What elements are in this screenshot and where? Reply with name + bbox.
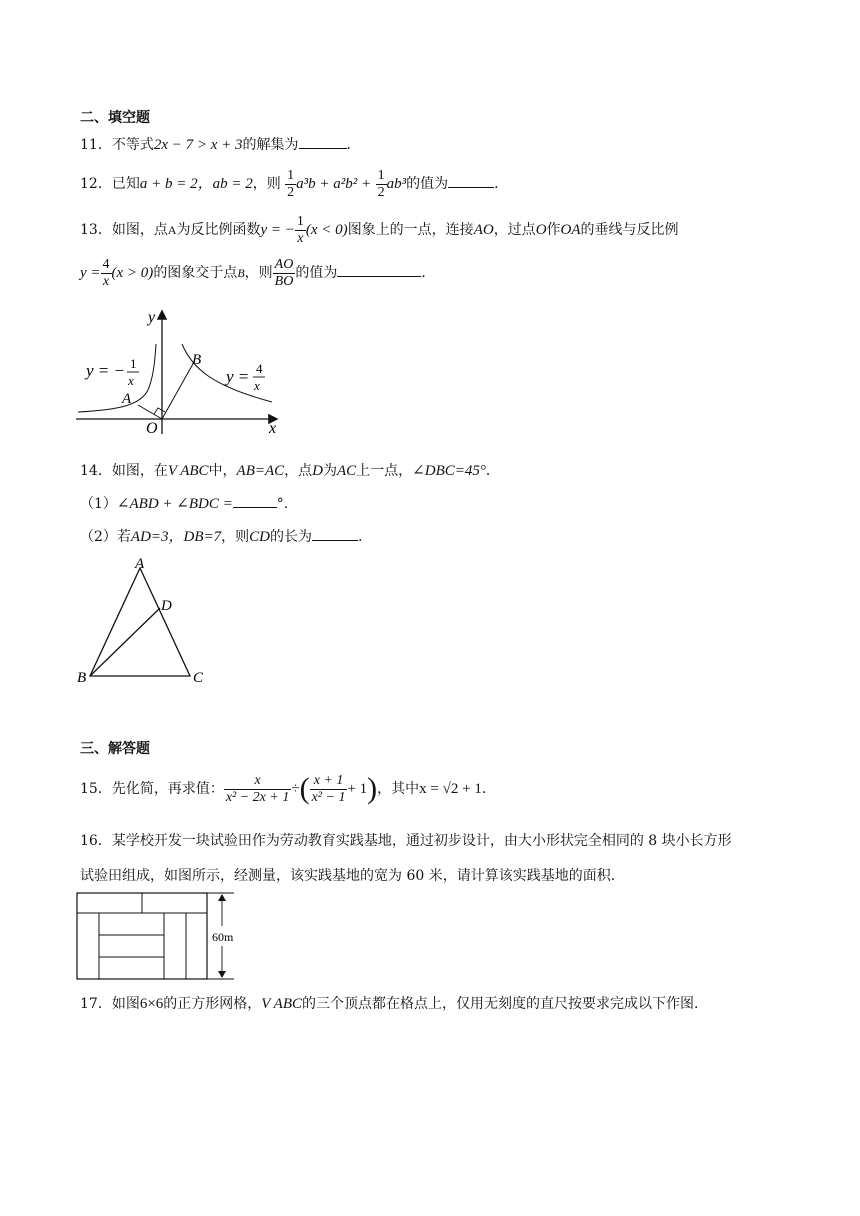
dimension-arrow-up — [218, 894, 226, 901]
q11-inequality: 2x − 7 > x + 3 — [153, 137, 243, 153]
q13-func1-domain: (x < 0) — [305, 222, 348, 238]
question-number: 14． — [80, 463, 112, 479]
q14-cd: CD — [249, 529, 271, 545]
curve-left-den: x — [128, 373, 134, 388]
q17-text3: 的三个顶点都在格点上，仅用无刻度的直尺按要求完成以下作图. — [302, 996, 699, 1012]
label-y-axis: y — [148, 309, 156, 326]
question-number: 13． — [80, 222, 112, 238]
q12-term1: a³b + a²b² + — [296, 176, 372, 192]
right-paren: ) — [367, 772, 378, 805]
q15-fraction1: $\frac{x}{\text{x² − 2x + 1}}$ — [225, 772, 290, 805]
q14-part2-text2: 的长为 — [270, 529, 313, 545]
q13-ratio-fraction: $\frac{AO}{BO}$ — [274, 256, 294, 289]
q11-text1: 不等式 — [111, 137, 154, 153]
right-angle-mark — [154, 408, 165, 414]
question-14 — [80, 460, 500, 482]
q14-angle: ∠DBC=45° — [412, 463, 486, 479]
q13-text3: 图象上的一点，连接 — [347, 222, 474, 238]
q14-part1-end: °. — [276, 496, 289, 512]
q13-func1-lhs: y = − — [260, 222, 295, 238]
section-title-solve: 三、解答题 — [80, 741, 150, 757]
q13-text1: 如图，点 — [111, 222, 168, 238]
q13-text8: ，则 — [244, 265, 273, 281]
question-14-part1 — [80, 493, 288, 515]
q14-text5: 上一点， — [356, 463, 413, 479]
label-x-axis: x — [269, 420, 277, 436]
dimension-arrow-down — [218, 971, 226, 978]
q13-ao: AO — [473, 222, 494, 238]
q12-term2: ab³ — [386, 176, 407, 192]
question-13-line1 — [80, 212, 679, 248]
figure-14-triangle — [74, 556, 214, 688]
question-16-line1 — [80, 830, 732, 852]
q14-text1: 如图，在 — [111, 463, 168, 479]
q14-text4: 为 — [323, 463, 337, 479]
curve-right-den: x — [254, 378, 260, 393]
point-label-d: D — [161, 598, 172, 614]
q17-grid-size: 6×6 — [139, 996, 164, 1012]
q13-text2: 为反比例函数 — [176, 222, 261, 238]
question-16-line2 — [80, 865, 615, 887]
q14-triangle: V ABC — [167, 463, 209, 479]
q15-text1: 先化简，再求值： — [111, 781, 224, 797]
figure-13-hyperbola-graph — [76, 306, 282, 436]
q15-fraction2: $\frac{x + 1}{\text{x² − 1}}$ — [311, 772, 346, 805]
q11-end: ． — [346, 137, 361, 153]
q13-func2-lhs: y = — [80, 265, 101, 281]
q15-divide: ÷ — [291, 781, 300, 797]
q13-text5: 作 — [546, 222, 561, 238]
question-14-part2 — [80, 526, 362, 548]
q14-end: ． — [485, 463, 500, 479]
q14-equal-sides: AB=AC — [236, 463, 285, 479]
q15-text2: ，其中 — [377, 781, 420, 797]
curve-right-num: 4 — [256, 361, 263, 376]
section-title-fill-in: 二、填空题 — [80, 110, 150, 126]
q12-condition-sum: a + b = 2， — [139, 176, 213, 192]
curve-right-label: y = — [226, 367, 250, 386]
q13-end: ． — [421, 265, 436, 281]
q14-text3: ，点 — [284, 463, 313, 479]
vertex-label-c: C — [193, 670, 204, 686]
q13-text9: 的值为 — [295, 265, 338, 281]
q12-text1: 已知 — [111, 176, 140, 192]
q14-part2-text: ，则 — [221, 529, 250, 545]
q17-text2: 的正方形网格， — [163, 996, 262, 1012]
question-number: 11． — [80, 137, 112, 153]
q13-text4: ，过点 — [493, 222, 536, 238]
q14-ac: AC — [337, 463, 357, 479]
answer-blank — [233, 493, 277, 508]
vertex-label-a: A — [135, 556, 145, 572]
q15-condition: x = √2 + 1 — [419, 781, 482, 797]
q14-text2: 中， — [208, 463, 237, 479]
question-15 — [80, 769, 496, 809]
answer-blank — [337, 262, 421, 277]
question-number: 15． — [80, 781, 112, 797]
q14-part1-expr: ∠ABD + ∠BDC = — [116, 496, 233, 512]
q13-func2-fraction: $\frac{4}{x}$ — [102, 256, 110, 289]
q12-text2: ，则 — [252, 176, 281, 192]
q13-oa: OA — [560, 222, 581, 238]
q12-end: ． — [494, 176, 509, 192]
question-17 — [80, 993, 698, 1015]
vertex-label-b: B — [77, 670, 87, 686]
q13-func2-domain: (x > 0) — [111, 265, 154, 281]
width-label: 60m — [212, 930, 234, 944]
q13-o: O — [535, 222, 547, 238]
fraction-half: $\frac{1}{2}$ — [287, 167, 295, 200]
q13-text7: 的图象交于点 — [153, 265, 238, 281]
q14-part2-condition: AD=3，DB=7 — [130, 529, 222, 545]
answer-blank — [448, 173, 494, 188]
q13-text6: 的垂线与反比例 — [580, 222, 679, 238]
triangle-abc — [90, 568, 190, 676]
question-number: 17． — [80, 996, 112, 1012]
answer-blank — [299, 134, 347, 149]
left-paren: ( — [299, 772, 310, 805]
curve-left-num: 1 — [130, 356, 137, 371]
q15-end: ． — [481, 781, 496, 797]
q16-text-line2: 试验田组成，如图所示，经测量，该实践基地的宽为 60 米，请计算该实践基地的面积. — [80, 868, 616, 884]
segment-oa — [138, 405, 162, 419]
q17-triangle: V ABC — [261, 996, 302, 1012]
q13-point-b: B — [237, 266, 245, 280]
q16-text-line1: 某学校开发一块试验田作为劳动教育实践基地，通过初步设计，由大小形状完全相同的 8 块小长方形 — [111, 833, 732, 849]
fraction-half: $\frac{1}{2}$ — [377, 167, 385, 200]
answer-blank — [312, 526, 358, 541]
segment-bd — [90, 608, 160, 676]
q17-text1: 如图 — [111, 996, 140, 1012]
question-12 — [80, 166, 508, 202]
q14-part2-label: （2）若 — [80, 529, 131, 545]
q13-func1-fraction: $\frac{1}{x}$ — [296, 213, 304, 246]
q12-text3: 的值为 — [406, 176, 449, 192]
q14-point-d: D — [312, 463, 323, 479]
figure-16-rectangles — [76, 892, 240, 984]
q14-part2-end: . — [358, 529, 363, 545]
segment-ob — [162, 362, 194, 419]
q13-point-a: A — [167, 223, 177, 237]
label-point-a: A — [122, 391, 132, 407]
curve-left-label: y = − — [86, 361, 125, 380]
q11-text2: 的解集为 — [242, 137, 299, 153]
q14-part1-label: （1） — [80, 496, 117, 512]
question-11 — [80, 134, 361, 156]
label-point-b: B — [192, 352, 202, 368]
q15-plus-one: + 1 — [347, 781, 368, 797]
label-origin: O — [146, 420, 158, 436]
question-number: 12． — [80, 176, 112, 192]
question-number: 16． — [80, 833, 112, 849]
question-13-line2 — [80, 255, 435, 291]
q12-condition-product: ab = 2 — [212, 176, 253, 192]
